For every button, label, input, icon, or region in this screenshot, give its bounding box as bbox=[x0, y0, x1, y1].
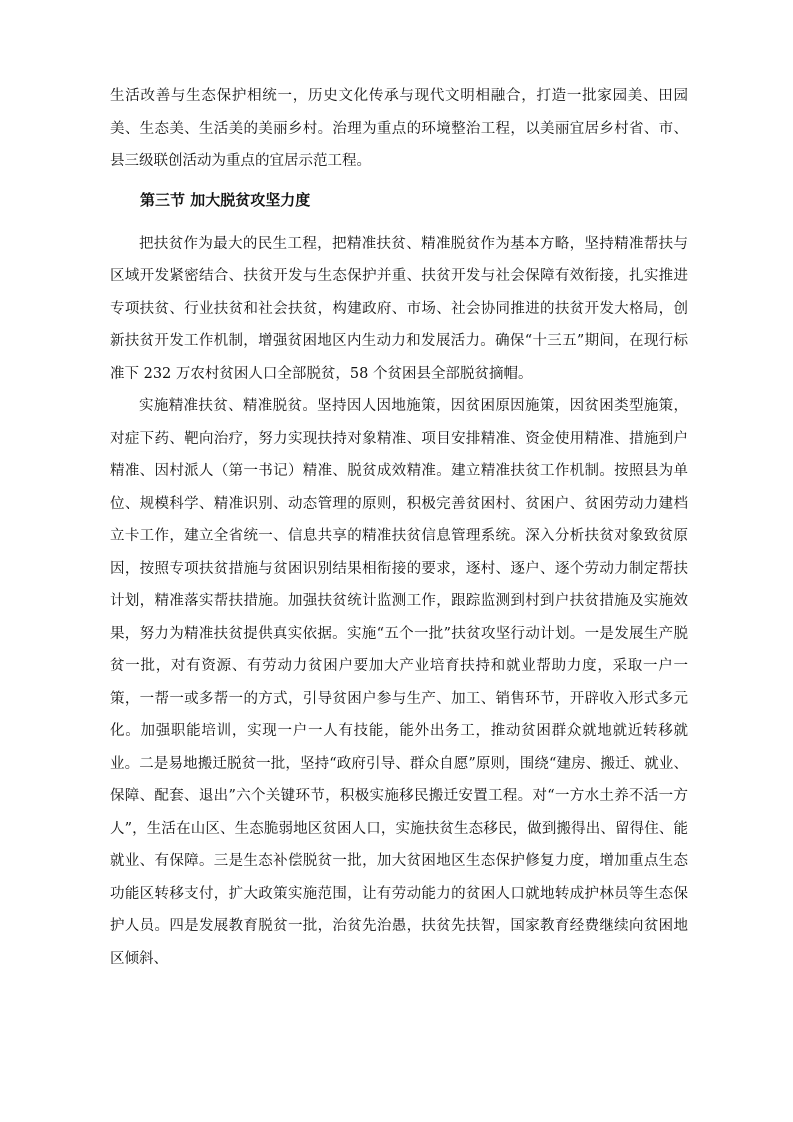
section-heading: 第三节 加大脱贫攻坚力度 bbox=[140, 190, 311, 209]
body-paragraph-2: 实施精准扶贫、精准脱贫。坚持因人因地施策，因贫困原因施策，因贫困类型施策，对症下药、靶向治疗，努力实现扶持对象精准、项目安排精准、资金使用精准、措施到户精准、因村派人（第一书记）精准、脱贫成效精准。建立精准扶贫工作机制。按照县为单位、规模科学、精准识别、动态管理的原则，积极完善贫困村、贫困户、贫困劳动力建档立卡工作，建立全省统一、信息共享的精准扶贫信息管理系统。深入分析扶贫对象致贫原因，按照专项扶贫措施与贫困识别结果相衔接的要求，逐村、逐户、逐个劳动力制定帮扶计划，精准落实帮扶措施。加强扶贫统计监测工作，跟踪监测到村到户扶贫措施及实施效果，努力为精准扶贫提供真实依据。实施“五个一批”扶贫攻坚行动计划。一是发展生产脱贫一批，对有资源、有劳动力贫困户要加大产业培育扶持和就业帮助力度，采取一户一策，一帮一或多帮一的方式，引导贫困户参与生产、加工、销售环节，开辟收入形式多元化。加强职能培训，实现一户一人有技能，能外出务工，推动贫困群众就地就近转移就业。二是易地搬迁脱贫一批，坚持“政府引导、群众自愿”原则，围绕“建房、搬迁、就业、保障、配套、退出”六个关键环节，积极实施移民搬迁安置工程。对“一方水土养不活一方人”，生活在山区、生态脆弱地区贫困人口，实施扶贫生态移民，做到搬得出、留得住、能就业、有保障。三是生态补偿脱贫一批，加大贫困地区生态保护修复力度，增加重点生态功能区转移支付，扩大政策实施范围，让有劳动能力的贫困人口就地转成护林员等生态保护人员。四是发展教育脱贫一批，治贫先治愚，扶贫先扶智，国家教育经费继续向贫困地区倾斜、 bbox=[110, 398, 688, 967]
document-page bbox=[110, 80, 688, 975]
body-paragraph-1: 把扶贫作为最大的民生工程，把精准扶贫、精准脱贫作为基本方略，坚持精准帮扶与区域开发紧密结合、扶贫开发与生态保护并重、扶贫开发与社会保障有效衔接，扎实推进专项扶贫、行业扶贫和社会扶贫，构建政府、市场、社会协同推进的扶贫开发大格局，创新扶贫开发工作机制，增强贫困地区内生动力和发展活力。确保“十三五”期间，在现行标准下 232 万农村贫困人口全部脱贫，58 个贫困县全部脱贫摘帽。 bbox=[110, 235, 688, 382]
intro-paragraph: 生活改善与生态保护相统一，历史文化传承与现代文明相融合，打造一批家园美、田园美、生态美、生活美的美丽乡村。治理为重点的环境整治工程，以美丽宜居乡村省、市、县三级联创活动为重点的宜居示范工程。 bbox=[110, 88, 688, 169]
